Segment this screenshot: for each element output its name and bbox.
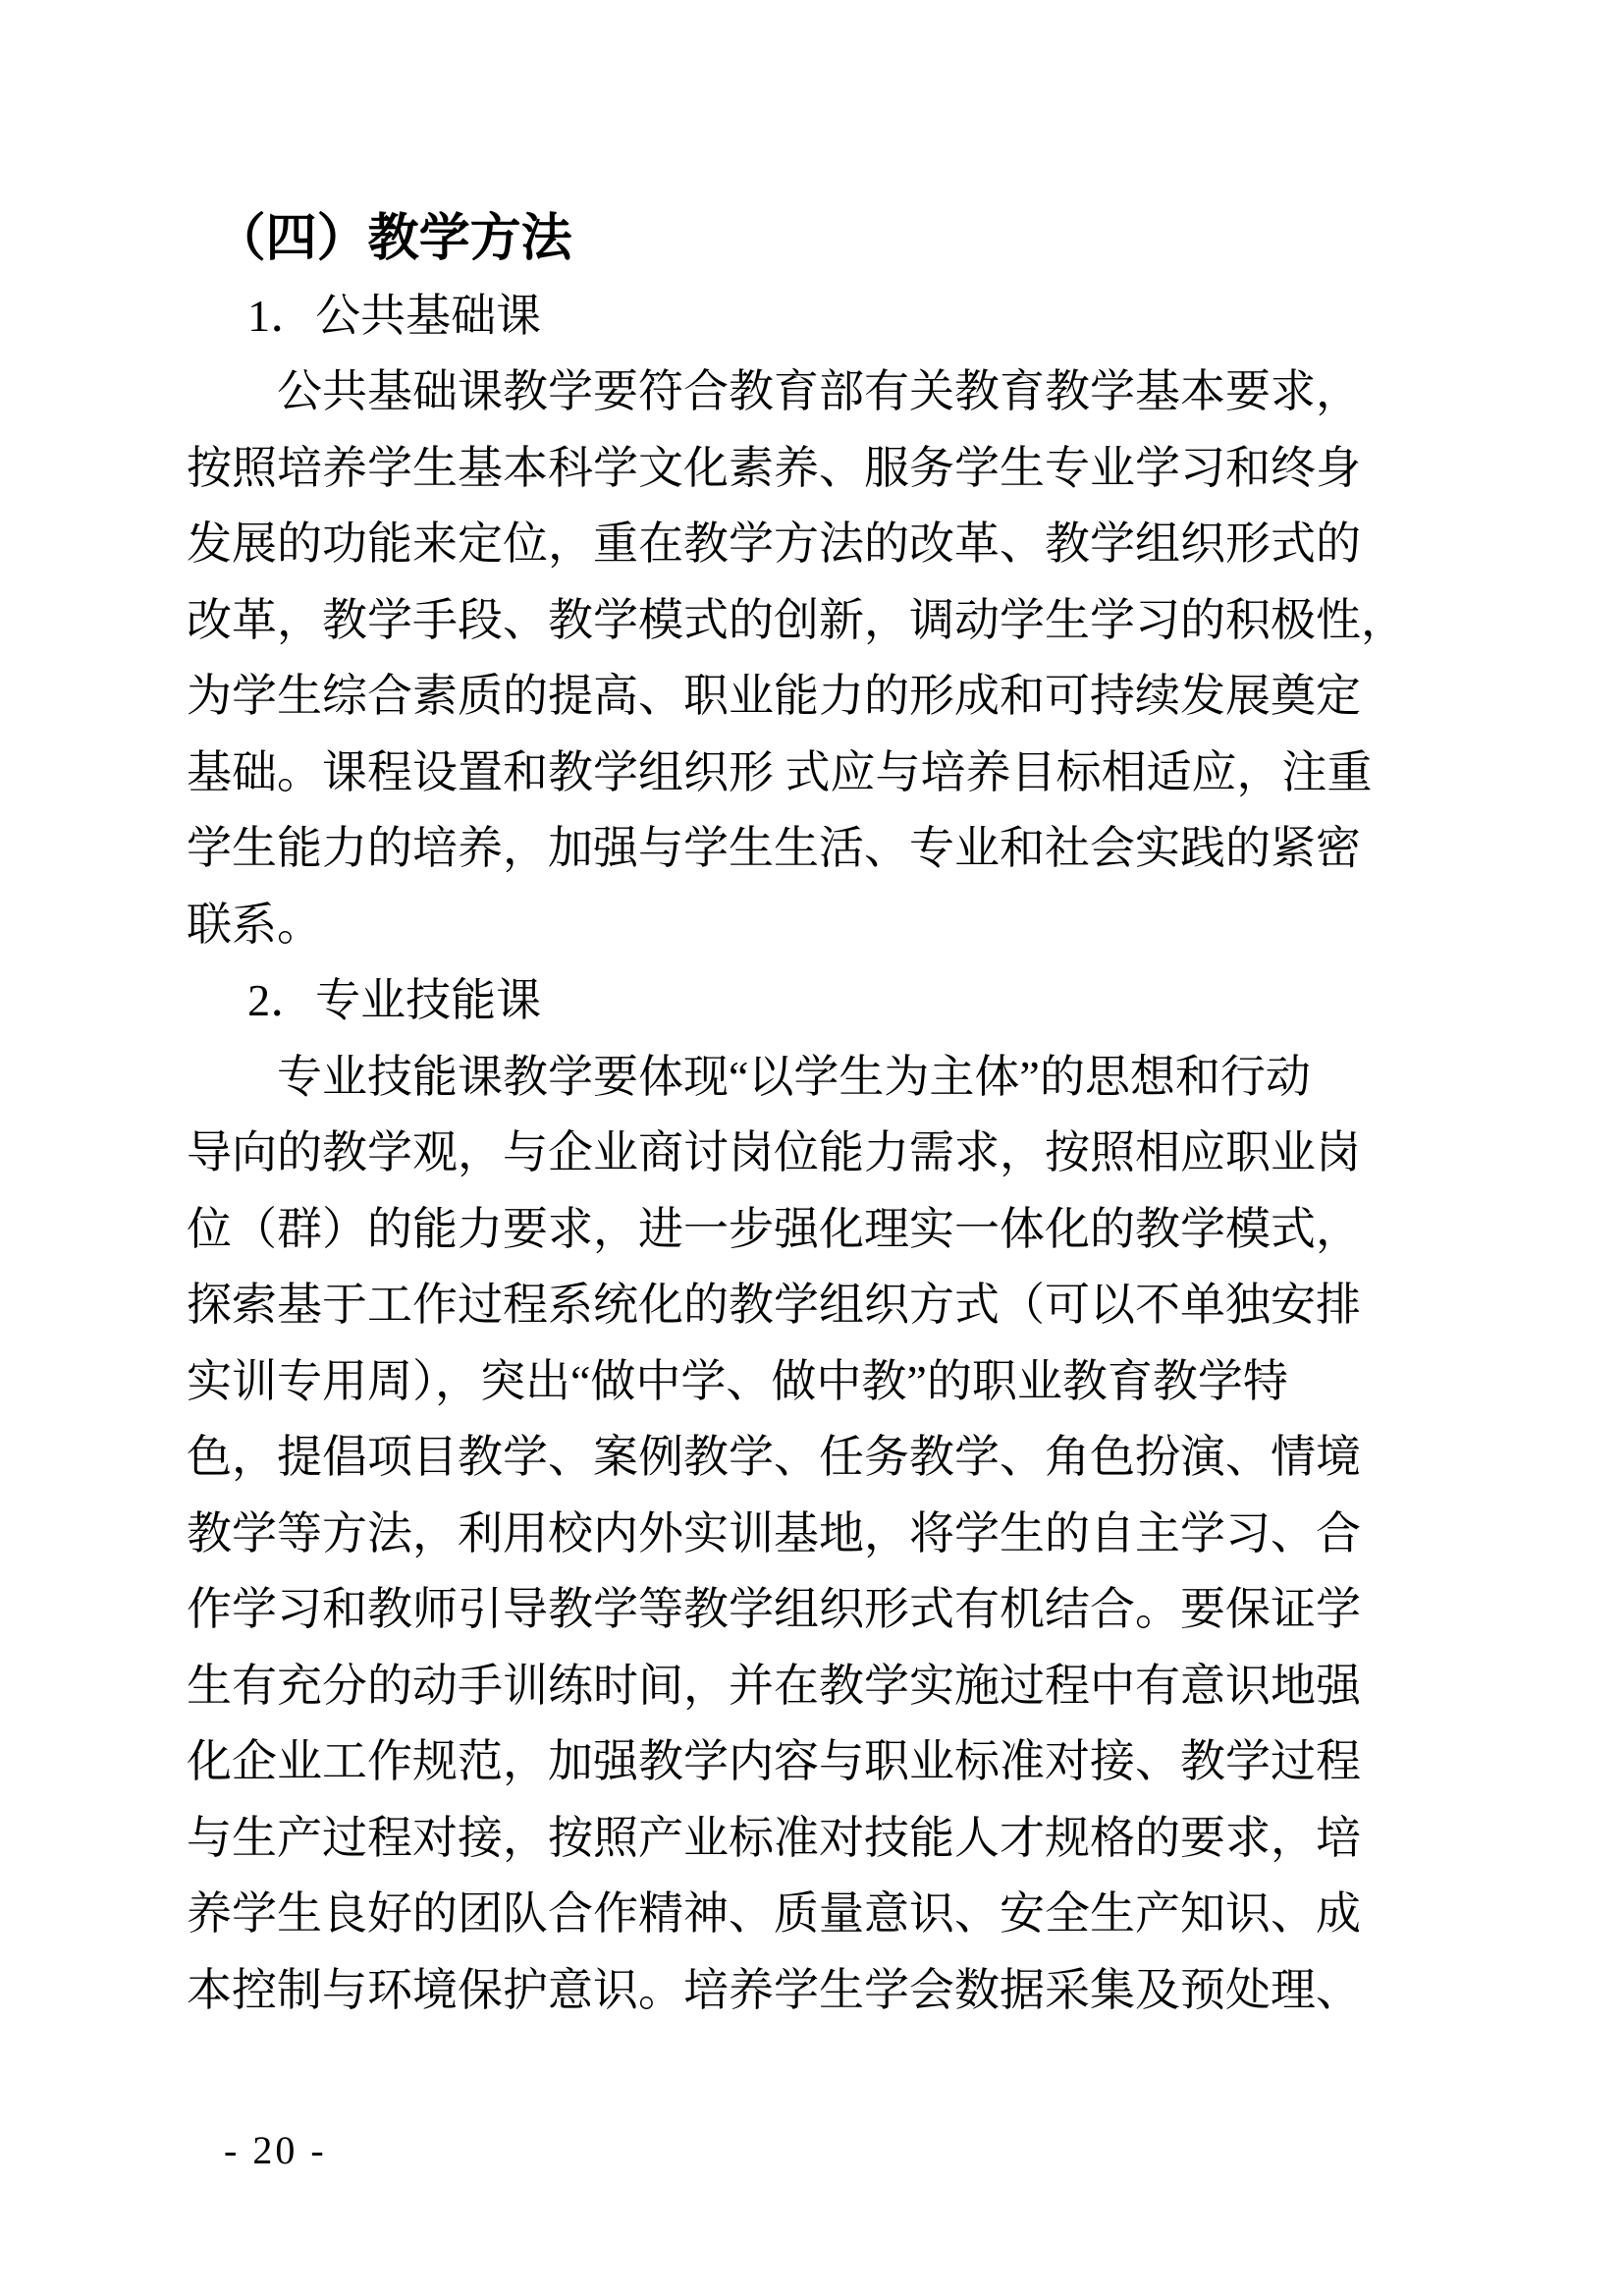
paragraph-line: 探索基于工作过程系统化的教学组织方式（可以不单独安排: [187, 1280, 1361, 1330]
paragraph-line: 为学生综合素质的提高、职业能力的形成和可持续发展奠定: [187, 671, 1361, 721]
paragraph-line: 按照培养学生基本科学文化素养、服务学生专业学习和终身: [187, 442, 1361, 493]
paragraph-line: 教学等方法，利用校内外实训基地，将学生的自主学习、合: [187, 1507, 1361, 1558]
paragraph-line: 联系。: [187, 899, 322, 950]
paragraph-line: 改革，教学手段、教学模式的创新，调动学生学习的积极性，: [187, 594, 1406, 645]
paragraph-line: 色，提倡项目教学、案例教学、任务教学、角色扮演、情境: [187, 1432, 1361, 1482]
paragraph-line: 养学生良好的团队合作精神、质量意识、安全生产知识、成: [187, 1888, 1361, 1939]
paragraph-line: 位（群）的能力要求，进一步强化理实一体化的教学模式，: [187, 1203, 1361, 1254]
paragraph-line: 公共基础课教学要符合教育部有关教育教学基本要求，: [277, 366, 1361, 416]
subsection-title-1: 1．公共基础课: [247, 290, 542, 341]
paragraph-line: 基础。课程设置和教学组织形 式应与培养目标相适应，注重: [187, 746, 1373, 797]
paragraph-line: 化企业工作规范，加强教学内容与职业标准对接、教学过程: [187, 1736, 1361, 1786]
paragraph-line: 作学习和教师引导教学等教学组织形式有机结合。要保证学: [187, 1584, 1361, 1634]
paragraph-line: 与生产过程对接，按照产业标准对技能人才规格的要求，培: [187, 1812, 1361, 1863]
paragraph-line: 实训专用周），突出“做中学、做中教”的职业教育教学特: [187, 1355, 1288, 1406]
document-content: [187, 201, 1406, 2028]
subsection-title-2: 2．专业技能课: [247, 975, 542, 1025]
page-number: - 20 -: [224, 2128, 327, 2172]
paragraph-line: 学生能力的培养，加强与学生生活、专业和社会实践的紧密: [187, 823, 1361, 873]
paragraph-line: 本控制与环境保护意识。培养学生学会数据采集及预处理、: [187, 1964, 1361, 2015]
paragraph-line: 专业技能课教学要体现“以学生为主体”的思想和行动: [277, 1051, 1311, 1102]
section-heading: （四）教学方法: [214, 211, 572, 267]
paragraph-line: 导向的教学观，与企业商讨岗位能力需求，按照相应职业岗: [187, 1127, 1361, 1177]
paragraph-line: 发展的功能来定位，重在教学方法的改革、教学组织形式的: [187, 519, 1361, 569]
paragraph-line: 生有充分的动手训练时间，并在教学实施过程中有意识地强: [187, 1660, 1361, 1711]
